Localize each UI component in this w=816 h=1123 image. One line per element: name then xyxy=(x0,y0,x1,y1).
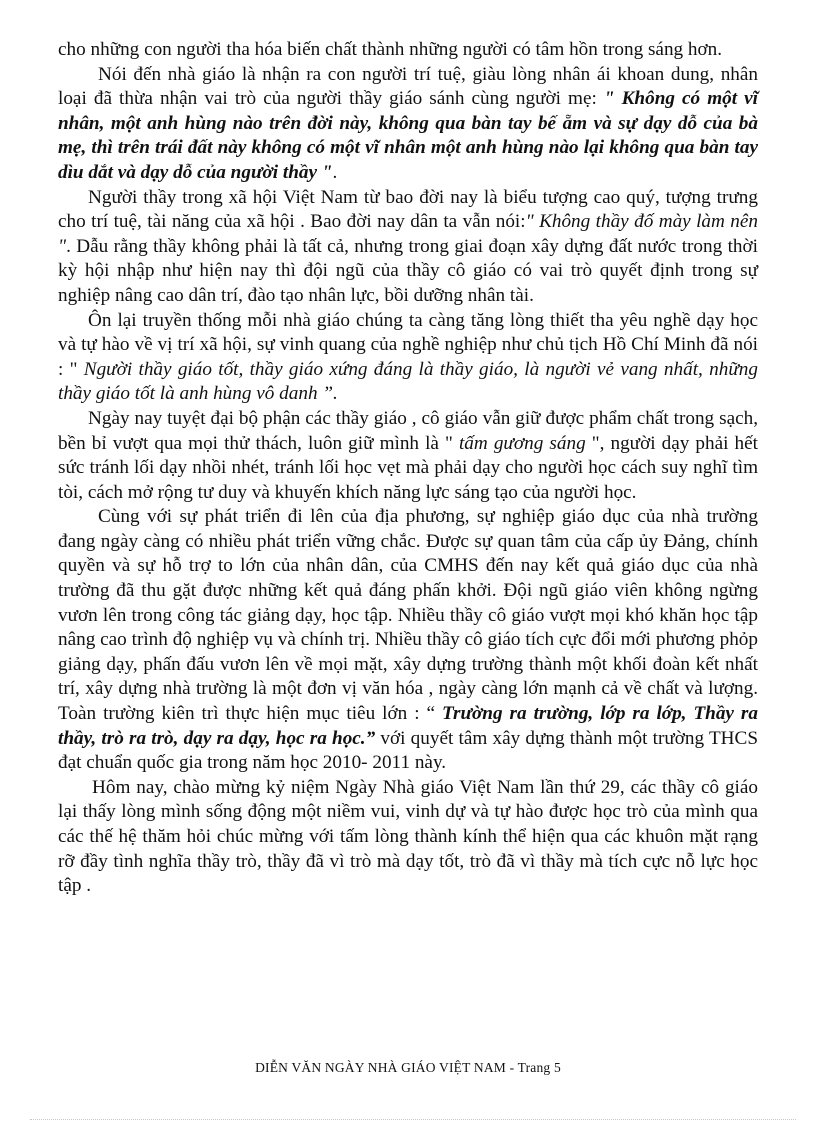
paragraph-3 xyxy=(58,186,758,309)
paragraph-2 xyxy=(58,63,758,186)
paragraph-text: Cùng với sự phát triển đi lên của địa phương, sự nghiệp giáo dục của nhà trường đang ngày càng có nhiều phát triển vững chắc. Được sự quan tâm của cấp ủy Đảng, chính quyền và sự hỗ trợ to lớn của nhân dân, của CMHS đến nay kết quả giáo dục của nhà trường đã thu gặt được những kết quả đáng phấn khởi. Đội ngũ giáo viên không ngừng vươn lên trong công tác giảng dạy, học tập. Nhiều thầy cô giáo vượt mọi khó khăn học tập nâng cao trình độ nghiệp vụ và chính trị. Nhiều thầy cô giáo tích cực đổi mới phương phỏp giảng dạy, phấn đấu vươn lên về mọi mặt, xây dựng trường thành một khối đoàn kết nhất trí, xây dựng nhà trường là một đơn vị văn hóa , ngày càng lớn mạnh cả về chất và lượng. Toàn trường kiên trì thực hiện mục tiêu lớn : “ xyxy=(58,506,758,725)
page-footer: DIỄN VĂN NGÀY NHÀ GIÁO VIỆT NAM - Trang 5 xyxy=(255,1060,561,1075)
paragraph-1 xyxy=(58,38,758,63)
paragraph-text: Nói đến nhà giáo là nhận ra con người trí tuệ, giàu lòng nhân ái khoan dung, nhân loại đã thừa nhận vai trò của người thầy giáo sánh cùng người mẹ: xyxy=(58,63,758,110)
paragraph-6 xyxy=(58,505,758,776)
paragraph-7 xyxy=(58,776,758,899)
paragraph-text: Ngày nay tuyệt đại bộ phận các thầy giáo , cô giáo vẫn giữ được phẩm chất trong sạch, bền bỉ vượt qua mọi thử thách, luôn giữ mình là " xyxy=(58,407,758,454)
paragraph-text: Hôm nay, chào mừng kỷ niệm Ngày Nhà giáo Việt Nam lần thứ 29, các thầy cô giáo lại thấy lòng mình sống động một niềm vui, vinh dự và tự hào được học trò của mình qua các thế hệ thăm hỏi chúc mừng với tấm lòng thành kính thể hiện qua các khuôn mặt rạng rỡ đầy tình nghĩa thầy trò, thầy đã vì trò mà dạy tốt, trò đã vì thầy mà tích cực nỗ lực học tập . xyxy=(58,776,758,897)
paragraph-text: với quyết tâm xây dựng thành một trường THCS đạt chuẩn quốc gia trong năm học 2010- 2011 này. xyxy=(58,727,758,774)
quote-italic: tấm gương sáng xyxy=(458,432,586,454)
paragraph-text: . Dẫu rằng thầy không phải là tất cả, nhưng trong giai đoạn xây dựng đất nước trong thời kỳ hội nhập như hiện nay thì đội ngũ của thầy cô giáo có vai trò quyết định trong sự nghiệp nâng cao dân trí, đào tạo nhân lực, bồi dưỡng nhân tài. xyxy=(58,235,758,306)
paragraph-text: cho những con người tha hóa biến chất thành những người có tâm hồn trong sáng hơn. xyxy=(58,39,723,60)
paragraph-text: . xyxy=(332,161,338,183)
paragraph-text: ", người dạy phải hết sức tránh lối dạy nhồi nhét, tránh lối học vẹt mà phải dạy cho người học cách suy nghĩ tìm tòi, cách mở rộng tư duy và khuyến khích năng lực sáng tạo của người học. xyxy=(58,432,758,503)
paragraph-4 xyxy=(58,309,758,407)
page-divider xyxy=(30,1119,796,1120)
paragraph-text: Ôn lại truyền thống mỗi nhà giáo chúng ta càng tăng lòng thiết tha yêu nghề dạy học và tự hào về vị trí xã hội, sự vinh quang của nghề nghiệp như chủ tịch Hồ Chí Minh đã nói : " xyxy=(58,309,758,380)
quote-italic: Người thầy giáo tốt, thầy giáo xứng đáng là thầy giáo, là người vẻ vang nhất, những thầy giáo tốt là anh hùng vô danh ”. xyxy=(58,358,758,405)
paragraph-5 xyxy=(58,407,758,505)
motto-emphasis: Trường ra trường, lớp ra lớp, Thầy ra thầy, trò ra trò, dạy ra dạy, học ra học.” xyxy=(58,703,758,749)
document-body xyxy=(58,38,758,899)
quote-italic: " Không thầy đố mày làm nên " xyxy=(58,211,759,257)
quote-emphasis: " Không có một vĩ nhân, một anh hùng nào trên đời này, không qua bàn tay bế ẵm và sự dạy dỗ của bà mẹ, thì trên trái đất này không có một vĩ nhân một anh hùng nào lại không qua bàn tay dìu dắt và dạy dỗ của người thầy " xyxy=(58,88,758,183)
paragraph-text: Người thầy trong xã hội Việt Nam từ bao đời nay là biểu tượng cao quý, tượng trưng cho trí tuệ, tài năng của xã hội . Bao đời nay dân ta vẫn nói: xyxy=(58,186,758,233)
